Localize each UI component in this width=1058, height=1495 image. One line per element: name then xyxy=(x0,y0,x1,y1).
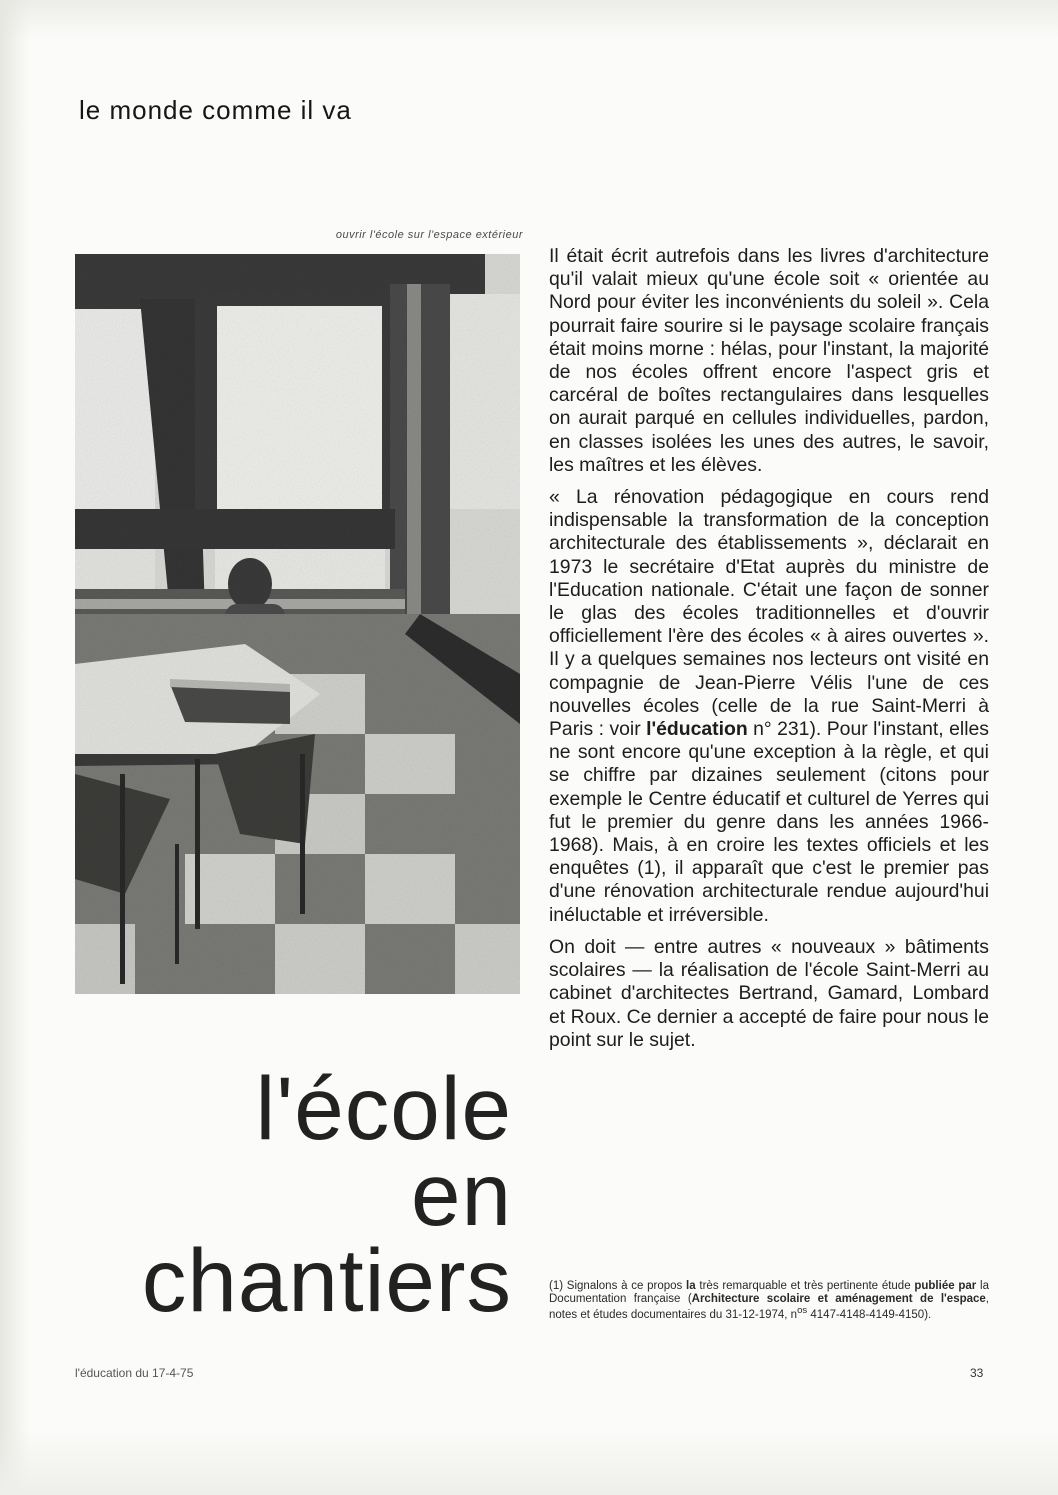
body-text: On doit — entre autres « nouveaux » bâtiments scolaires — la réalisation de l'école Saint-Merri au cabinet d'architectes Bertrand, Gamard, Lombard et Roux. Ce dernier a accepté de faire pour nous le point sur le sujet. xyxy=(549,935,989,1051)
photo-illustration xyxy=(75,254,520,994)
article-body xyxy=(549,245,989,1061)
photo-band-lower xyxy=(75,509,395,549)
photo-window-left xyxy=(75,309,155,514)
footnote-document-title: Architecture scolaire et aménagement de l'espace xyxy=(691,1292,986,1305)
footnote-bold: la xyxy=(686,1280,696,1292)
body-paragraph-3 xyxy=(549,936,989,1052)
headline-line-3: chantiers xyxy=(141,1230,512,1330)
body-text: Il était écrit autrefois dans les livres d'architecture qu'il valait mieux qu'une école soit « orientée au Nord pour éviter les inconvénients du soleil ». Cela pourrait faire sourire si le paysage scolaire français était moins morne : hélas, pour l'instant, la majorité de nos écoles offrent encore l'aspect gris et carcéral de boîtes rectangulaires dans lesquelles on aurait parqué en cellules individuelles, pardon, en classes isolées les unes des autres, le savoir, les maîtres et les élèves. xyxy=(549,245,989,476)
scan-edge-bottom xyxy=(0,1430,1058,1495)
photo-window-right xyxy=(450,294,520,509)
body-text: « La rénovation pédagogique en cours rend indispensable la transformation de la conception architecturale des établissements », déclarait en 1973 le secrétaire d'Etat auprès du ministre de l'Education nationale. C'était une façon de sonner le glas des écoles traditionnelles et d'ouvrir officiellement l'ère des écoles « à aires ouvertes ». Il y a quelques semaines nos lecteurs ont visité en compagnie de Jean-Pierre Vélis l'une de ces nouvelles écoles (celle de la rue Saint-Merri à Paris : voir xyxy=(549,486,989,741)
article-photo xyxy=(75,254,520,994)
footnote-text: très remarquable et très pertinente étude xyxy=(695,1280,915,1292)
article-headline xyxy=(60,1058,512,1330)
scan-edge-left xyxy=(0,0,30,1495)
footnote-superscript: os xyxy=(797,1305,808,1316)
footnote-text: 4147-4148-4149-4150). xyxy=(807,1308,932,1321)
scan-edge-top xyxy=(0,0,1058,40)
footnote-text: , notes et études documentaires du 31-12-1974, n xyxy=(549,1292,989,1321)
photo-window-center xyxy=(217,306,382,511)
footnote-text: (1) Signalons à ce propos xyxy=(549,1280,687,1292)
headline-line-1: l'école xyxy=(255,1058,512,1158)
section-rubric: le monde comme il va xyxy=(79,95,352,125)
photo-caption: ouvrir l'école sur l'espace extérieur xyxy=(335,229,523,241)
footnote-bold: publiée par xyxy=(914,1280,977,1292)
page-number: 33 xyxy=(970,1366,984,1380)
body-paragraph-2 xyxy=(549,486,989,927)
footnote-text: la Documentation française ( xyxy=(549,1280,989,1305)
magazine-title-reference: l'éducation xyxy=(646,718,748,741)
body-text: n° 231). Pour l'instant, elles ne sont encore qu'une exception à la règle, et qui se chiffre par dizaines seulement (citons pour exemple le Centre éducatif et culturel de Yerres qui fut le premier du genre dans les années 1966-1968). Mais, à en croire les textes officiels et les enquêtes (1), il apparaît que c'est le premier pas d'une rénovation architecturale rendue aujourd'hui inéluctable et irréversible. xyxy=(549,718,989,926)
photo-child-head xyxy=(228,558,272,610)
headline-line-2: en xyxy=(411,1144,512,1244)
body-paragraph-1 xyxy=(549,245,989,477)
footer-publication: l'éducation du 17-4-75 xyxy=(75,1366,194,1380)
footnote xyxy=(549,1280,989,1321)
